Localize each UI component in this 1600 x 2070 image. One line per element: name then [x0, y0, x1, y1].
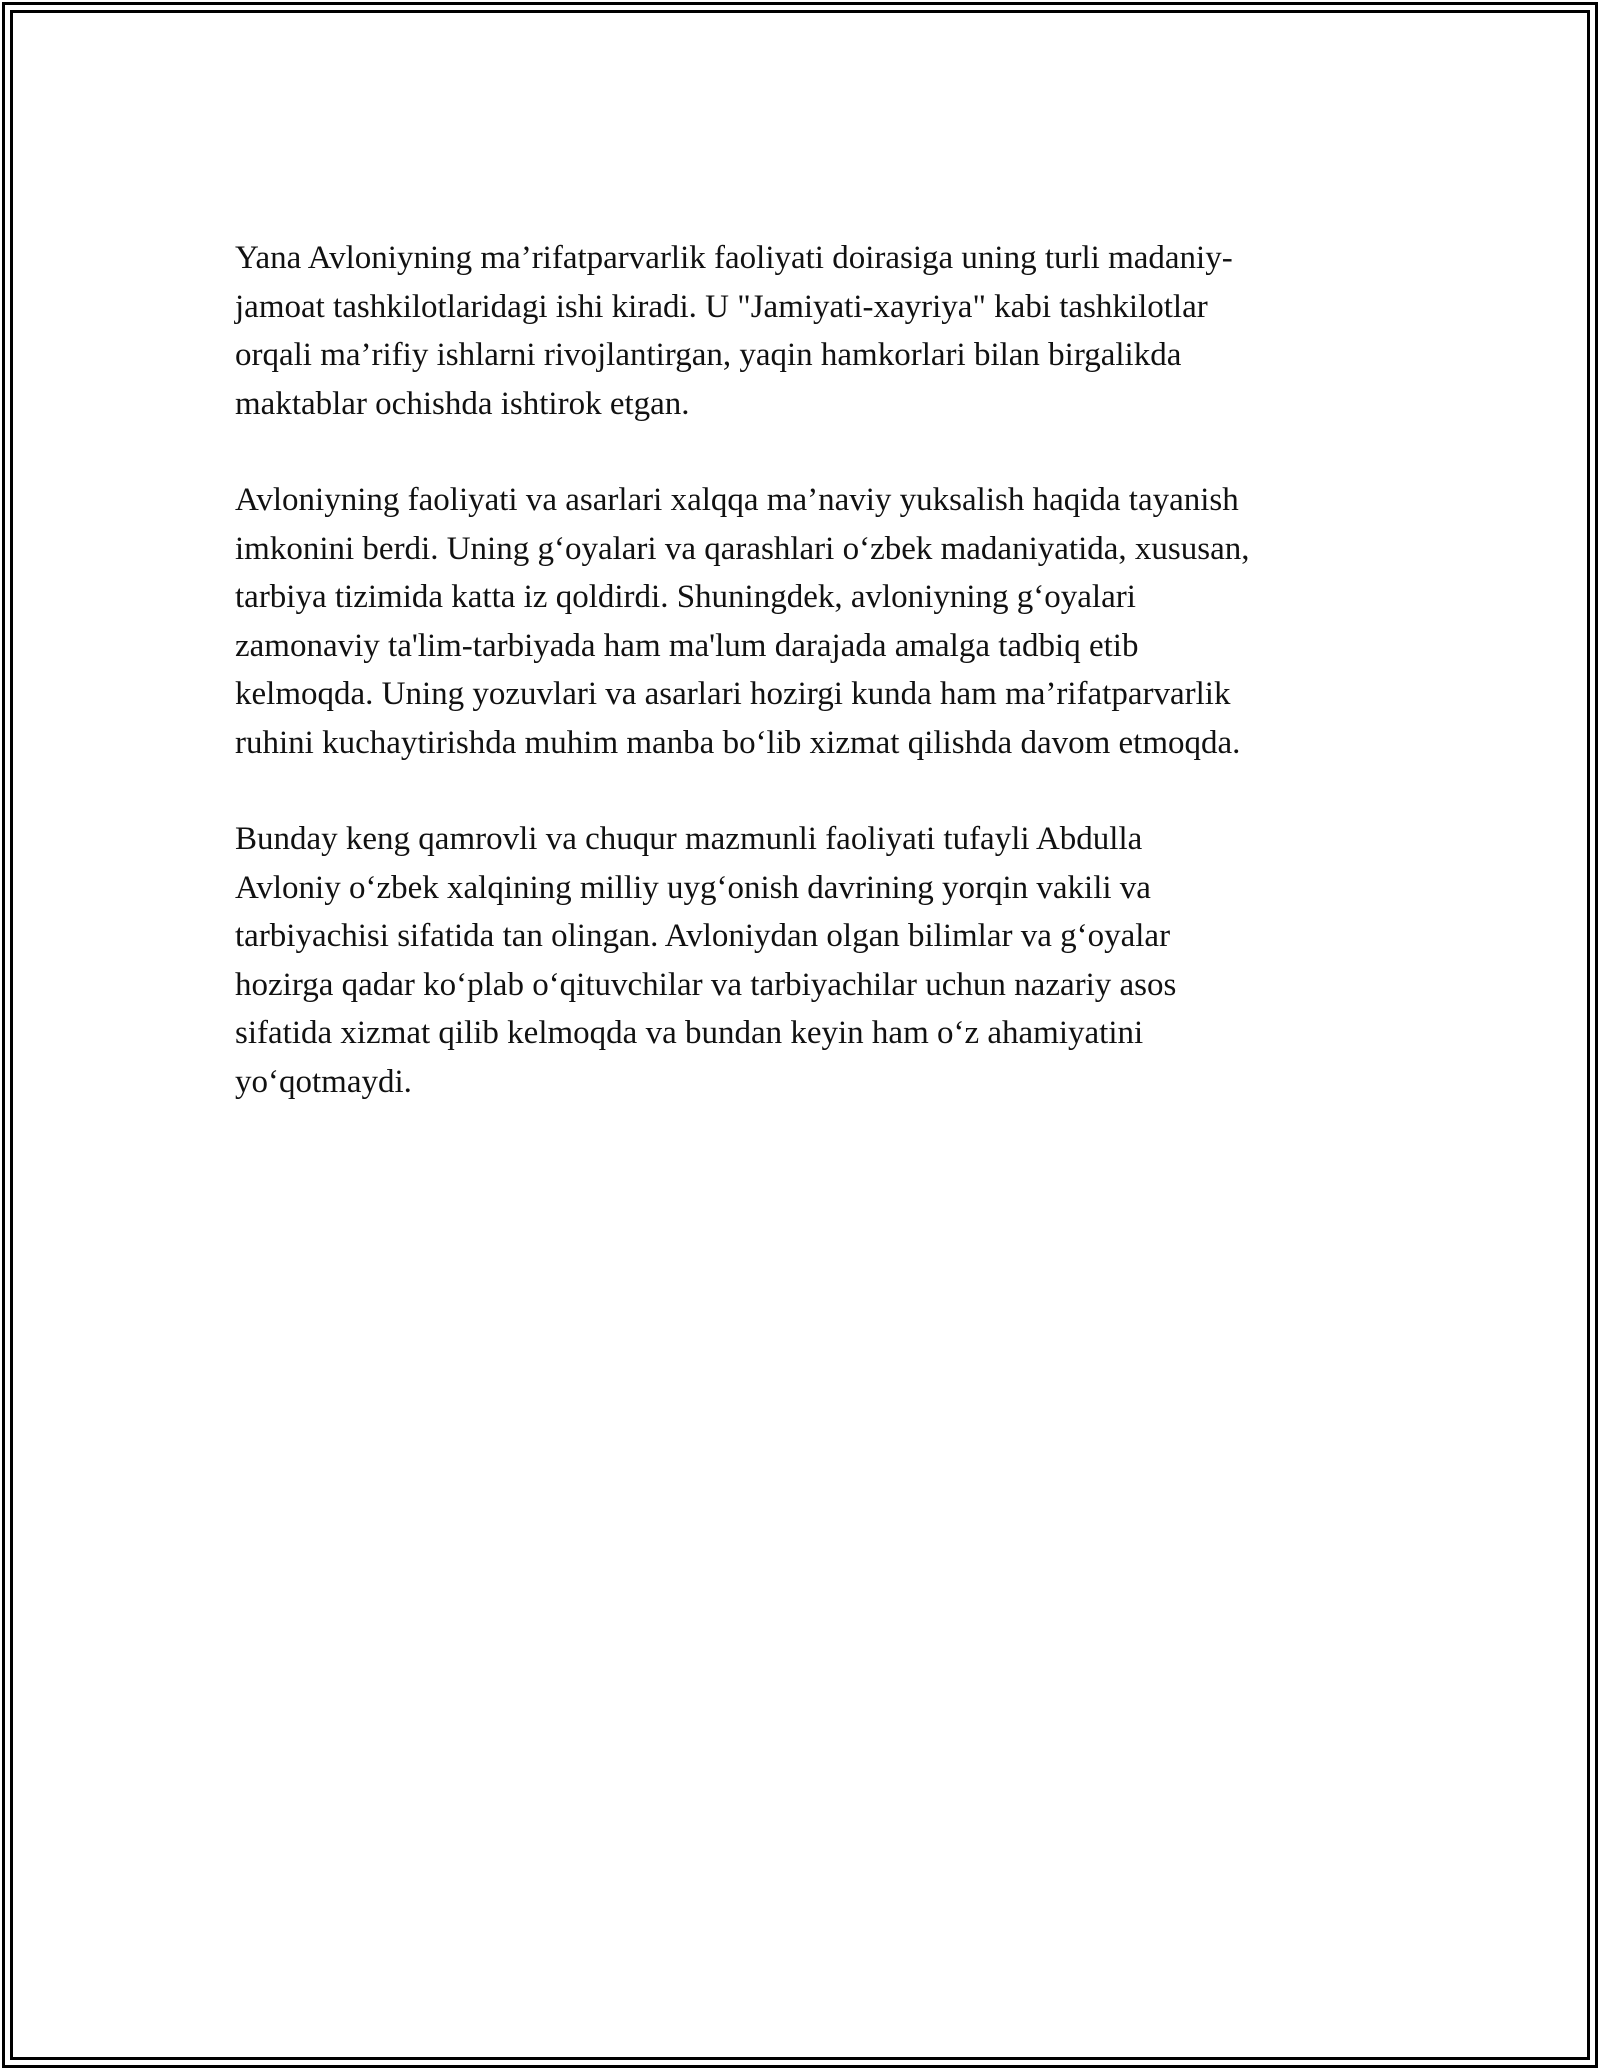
paragraph-3: Bunday keng qamrovli va chuqur mazmunli faoliyati tufayli Abdulla Avloniy o‘zbek xalqining milliy uyg‘onish davrining yorqin vakili va tarbiyachisi sifatida tan olingan. Avloniydan olgan bilimlar va g‘oyalar hozirga qadar ko‘plab o‘qituvchilar va tarbiyachilar uchun nazariy asos sifatida xizmat qilib kelmoqda va bundan keyin ham o‘z ahamiyatini yo‘qotmaydi. [235, 821, 1177, 1100]
document-body [235, 234, 1375, 1154]
paragraph-2: Avloniyning faoliyati va asarlari xalqqa ma’naviy yuksalish haqida tayanish imkonini berdi. Uning g‘oyalari va qarashlari o‘zbek madaniyatida, xususan, tarbiya tizimida katta iz qoldirdi. Shuningdek, avloniyning g‘oyalari zamonaviy ta'lim-tarbiyada ham ma'lum darajada amalga tadbiq etib kelmoqda. Uning yozuvlari va asarlari hozirgi kunda ham ma’rifatparvarlik ruhini kuchaytirishda muhim manba bo‘lib xizmat qilishda davom etmoqda. [235, 482, 1250, 761]
paragraph-1: Yana Avloniyning ma’rifatparvarlik faoliyati doirasiga uning turli madaniy- jamoat tashkilotlaridagi ishi kiradi. U "Jamiyati-xayriya" kabi tashkilotlar orqali ma’rifiy ishlarni rivojlantirgan, yaqin hamkorlari bilan birgalikda maktablar ochishda ishtirok etgan. [235, 240, 1233, 422]
